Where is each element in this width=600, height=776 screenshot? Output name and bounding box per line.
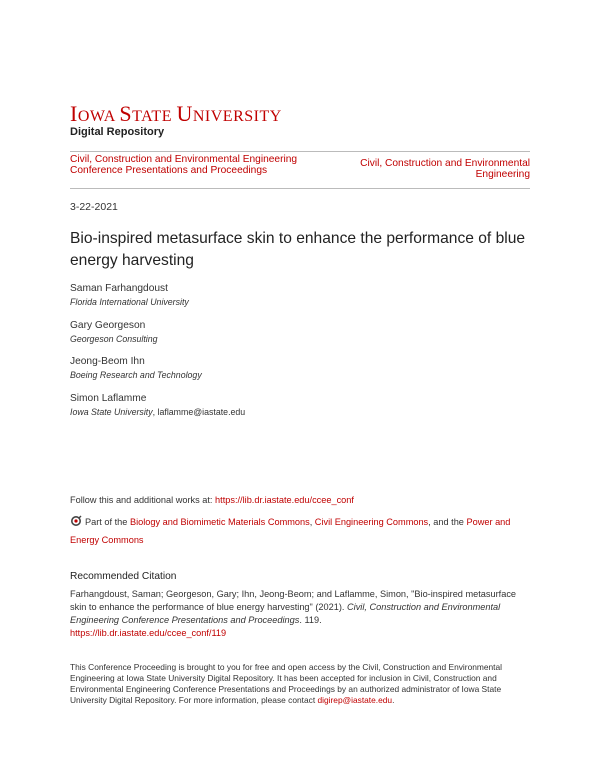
author-name: Simon Laflamme (70, 393, 147, 404)
author-name: Gary Georgeson (70, 320, 146, 331)
author-affiliation: Georgeson Consulting (70, 334, 158, 344)
publication-date: 3-22-2021 (70, 201, 118, 213)
citation-url-link[interactable]: https://lib.dr.iastate.edu/ccee_conf/119 (70, 628, 227, 638)
author-affiliation: Iowa State University, laflamme@iastate.edu (70, 407, 246, 417)
digital-repository-label: Digital Repository (70, 126, 165, 138)
paper-title: Bio-inspired metasurface skin to enhance the performance of blue energy harvesting (70, 230, 526, 269)
civil-engineering-commons-link[interactable]: Civil Engineering Commons (314, 517, 429, 527)
series-link-right[interactable]: Civil, Construction and Environmental Engineering (360, 158, 530, 181)
citation-body: Farhangdoust, Saman; Georgeson, Gary; Ihn, Jeong-Beom; and Laflamme, Simon, "Bio-inspired metasurface skin to enhance the performance of blue energy harvesting" (2021). Civil, Construction and Environmental Engineering Conference Presentations and Proceedings. 119. https://lib.dr.iastate.edu/ccee_conf/119 (70, 589, 517, 638)
citation-heading: Recommended Citation (70, 571, 177, 582)
contact-email-link[interactable]: digirep@iastate.edu (317, 695, 393, 705)
author-name: Saman Farhangdoust (70, 283, 168, 294)
divider-bottom (70, 188, 530, 189)
series-link-left[interactable]: Civil, Construction and Environmental Engineering Conference Presentations and Proceedings (70, 154, 298, 177)
biology-commons-link[interactable]: Biology and Biomimetic Materials Commons (129, 517, 310, 527)
author-name: Jeong-Beom Ihn (70, 356, 145, 367)
author-affiliation: Florida International University (70, 297, 189, 307)
power-energy-commons-link[interactable]: Power and Energy Commons (70, 517, 511, 545)
footer-notice: This Conference Proceeding is brought to you for free and open access by the Civil, Construction and Environmental Engineering at Iowa State University Digital Repository. It has been accepted for inclusion in Civil, Construction and Environmental Engineering Conference Presentations and Proceedings by an authorized administrator of Iowa State University Digital Repository. For more information, please contact digirep@iastate.edu. (70, 662, 503, 705)
part-of-line: Part of the Biology and Biomimetic Materials Commons, Civil Engineering Commons, and the Power and Energy Commons (70, 517, 511, 545)
collection-link[interactable]: https://lib.dr.iastate.edu/ccee_conf (215, 495, 354, 505)
divider-top (70, 151, 530, 152)
network-icon (70, 515, 82, 527)
university-logo: IOWA STATE UNIVERSITY (70, 101, 282, 126)
author-email: , laflamme@iastate.edu (152, 407, 246, 417)
author-affiliation: Boeing Research and Technology (70, 370, 202, 380)
follow-line: Follow this and additional works at: https://lib.dr.iastate.edu/ccee_conf (70, 495, 354, 505)
